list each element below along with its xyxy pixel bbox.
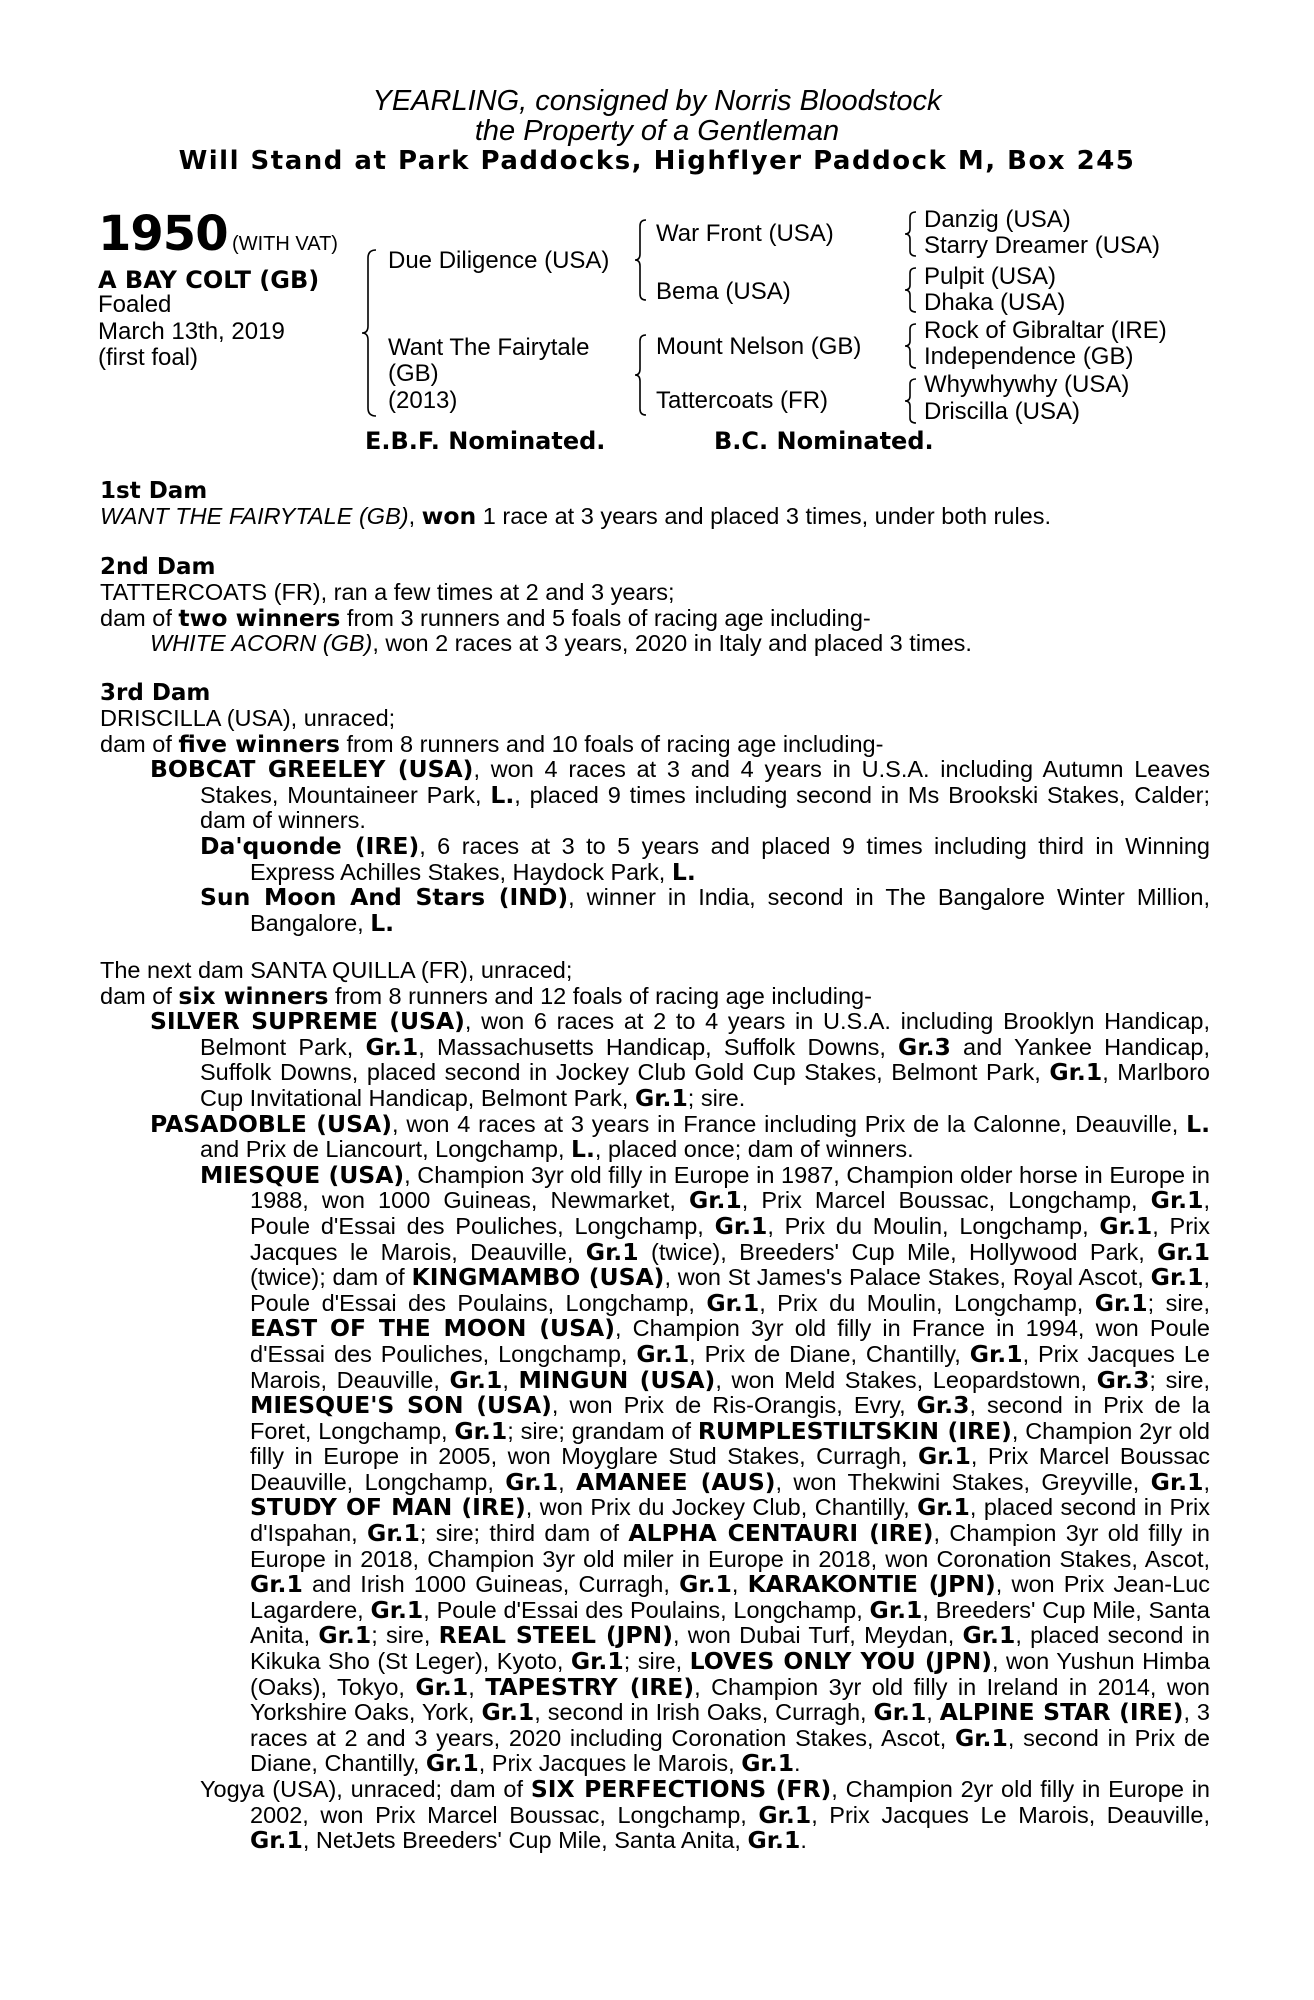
- third-dam-line1: DRISCILLA (USA), unraced;: [100, 705, 396, 731]
- lot-number: 1950: [98, 206, 228, 262]
- produce-yogya: Yogya (USA), unraced; dam of SIX PERFECTIONS (FR), Champion 2yr old filly in Europe in 2002, won Prix Marcel Boussac, Longchamp, Gr.1, Prix Jacques Le Marois, Deauville, Gr.1, NetJets Breeders' Cup Mile, Santa Anita, Gr.1.: [200, 1775, 1211, 1855]
- lot-header: [98, 208, 338, 260]
- first-dam-section: [100, 478, 1210, 530]
- pedigree-brace-1: [360, 248, 380, 418]
- foaled-date: March 13th, 2019: [98, 318, 285, 345]
- pedigree-ssd: Starry Dreamer (USA): [924, 232, 1161, 259]
- second-dam-line2: dam of two winners from 3 runners and 5 foals of racing age including-: [100, 603, 871, 632]
- pedigree-sss: Danzig (USA): [924, 206, 1071, 233]
- produce-silver-supreme: SILVER SUPREME (USA), won 6 races at 2 to 4 years in U.S.A. including Brooklyn Handicap, Belmont Park, Gr.1, Massachusetts Handicap, Suffolk Downs, Gr.3 and Yankee Handicap, Suffolk Downs, placed second in Jockey Club Gold Cup Stakes, Belmont Park, Gr.1, Marlboro Cup Invitational Handicap, Belmont Park, Gr.1; sire.: [150, 1007, 1210, 1112]
- pedigree-brace-3: [633, 333, 649, 417]
- ebf-nominated: E.B.F. Nominated.: [365, 427, 606, 455]
- pedigree-ddd: Driscilla (USA): [924, 398, 1080, 425]
- second-dam-line1: TATTERCOATS (FR), ran a few times at 2 and 3 years;: [100, 579, 675, 605]
- produce-miesque: MIESQUE (USA), Champion 3yr old filly in Europe in 1987, Champion older horse in Europe in 1988, won 1000 Guineas, Newmarket, Gr.1, Prix Marcel Boussac, Longchamp, Gr.1, Poule d'Essai des Pouliches, Longchamp, Gr.1, Prix du Moulin, Longchamp, Gr.1, Prix Jacques le Marois, Deauville, Gr.1 (twice), Breeders' Cup Mile, Hollywood Park, Gr.1 (twice); dam of KINGMAMBO (USA), won St James's Palace Stakes, Royal Ascot, Gr.1, Poule d'Essai des Poulains, Longchamp, Gr.1, Prix du Moulin, Longchamp, Gr.1; sire, EAST OF THE MOON (USA), Champion 3yr old filly in France in 1994, won Poule d'Essai des Pouliches, Longchamp, Gr.1, Prix de Diane, Chantilly, Gr.1, Prix Jacques Le Marois, Deauville, Gr.1, MINGUN (USA), won Meld Stakes, Leopardstown, Gr.3; sire, MIESQUE'S SON (USA), won Prix de Ris-Orangis, Evry, Gr.3, second in Prix de la Foret, Longchamp, Gr.1; sire; grandam of RUMPLESTILTSKIN (IRE), Champion 2yr old filly in Europe in 2005, won Moyglare Stud Stakes, Curragh, Gr.1, Prix Marcel Boussac Deauville, Longchamp, Gr.1, AMANEE (AUS), won Thekwini Stakes, Greyville, Gr.1, STUDY OF MAN (IRE), won Prix du Jockey Club, Chantilly, Gr.1, placed second in Prix d'Ispahan, Gr.1; sire; third dam of ALPHA CENTAURI (IRE), Champion 3yr old filly in Europe in 2018, Champion 3yr old miler in Europe in 2018, won Coronation Stakes, Ascot, Gr.1 and Irish 1000 Guineas, Curragh, Gr.1, KARAKONTIE (JPN), won Prix Jean-Luc Lagardere, Gr.1, Poule d'Essai des Poulains, Longchamp, Gr.1, Breeders' Cup Mile, Santa Anita, Gr.1; sire, REAL STEEL (JPN), won Dubai Turf, Meydan, Gr.1, placed second in Kikuka Sho (St Leger), Kyoto, Gr.1; sire, LOVES ONLY YOU (JPN), won Yushun Himba (Oaks), Tokyo, Gr.1, TAPESTRY (IRE), Champion 3yr old filly in Ireland in 2014, won Yorkshire Oaks, York, Gr.1, second in Irish Oaks, Curragh, Gr.1, ALPINE STAR (IRE), 3 races at 2 and 3 years, 2020 including Coronation Stakes, Ascot, Gr.1, second in Prix de Diane, Chantilly, Gr.1, Prix Jacques le Marois, Gr.1.: [200, 1160, 1211, 1778]
- fourth-dam-line2: dam of six winners from 8 runners and 12 foals of racing age including-: [100, 981, 872, 1010]
- vat-note: (WITH VAT): [232, 233, 338, 255]
- third-dam-section: [100, 680, 1210, 936]
- consignor-line: YEARLING, consigned by Norris Bloodstock: [372, 85, 942, 117]
- first-dam-won: won: [421, 502, 477, 530]
- pedigree-dss: Rock of Gibraltar (IRE): [924, 317, 1167, 344]
- pedigree-dam-line2: (GB): [388, 360, 439, 387]
- pedigree-brace-5: [903, 266, 919, 314]
- foal-note: (first foal): [98, 344, 199, 371]
- pedigree-sdd: Dhaka (USA): [924, 289, 1066, 316]
- pedigree-brace-4: [903, 210, 919, 258]
- pedigree-dam-line3: (2013): [388, 387, 458, 414]
- pedigree-sire-dam: Bema (USA): [656, 278, 791, 305]
- produce-pasadoble: PASADOBLE (USA), won 4 races at 3 years in France including Prix de la Calonne, Deauville, L. and Prix de Liancourt, Longchamp, L., placed once; dam of winners.: [150, 1109, 1210, 1164]
- fourth-dam-section: [100, 958, 1210, 1854]
- bc-nominated: B.C. Nominated.: [714, 427, 934, 455]
- pedigree-dds: Whywhywhy (USA): [924, 371, 1130, 398]
- third-dam-line2: dam of five winners from 8 runners and 10 foals of racing age including-: [100, 729, 884, 758]
- pedigree-sds: Pulpit (USA): [924, 263, 1057, 290]
- fourth-dam-line1: The next dam SANTA QUILLA (FR), unraced;: [100, 957, 573, 983]
- pedigree-dsd: Independence (GB): [924, 343, 1134, 370]
- pedigree-dam-sire: Mount Nelson (GB): [656, 333, 862, 360]
- third-dam-heading: 3rd Dam: [100, 680, 211, 706]
- lot-name: A BAY COLT (GB): [98, 266, 320, 294]
- pedigree-brace-6: [903, 322, 919, 370]
- property-line: the Property of a Gentleman: [474, 115, 840, 147]
- pedigree-dam-line1: Want The Fairytale: [388, 334, 590, 361]
- second-dam-produce: WHITE ACORN (GB), won 2 races at 3 years, 2020 in Italy and placed 3 times.: [150, 630, 972, 657]
- pedigree-brace-7: [903, 377, 919, 425]
- first-dam-rest: 1 race at 3 years and placed 3 times, under both rules.: [476, 503, 1052, 529]
- pedigree-brace-2: [633, 218, 649, 302]
- first-dam-name: WANT THE FAIRYTALE (GB): [100, 503, 409, 529]
- pedigree-dam-dam: Tattercoats (FR): [656, 387, 829, 414]
- produce-bobcat-greeley: BOBCAT GREELEY (USA), won 4 races at 3 and 4 years in U.S.A. including Autumn Leaves Stakes, Mountaineer Park, L., placed 9 times including second in Ms Brookski Stakes, Calder; dam of winners.: [150, 755, 1211, 834]
- foaled-label: Foaled: [98, 291, 172, 318]
- pedigree-sire-sire: War Front (USA): [656, 220, 834, 247]
- produce-daquonde: Da'quonde (IRE), 6 races at 3 to 5 years and placed 9 times including third in Winning Express Achilles Stakes, Haydock Park, L.: [200, 831, 1210, 886]
- produce-sun-moon-and-stars: Sun Moon And Stars (IND), winner in India, second in The Bangalore Winter Million, Bangalore, L.: [200, 883, 1210, 937]
- pedigree-sire: Due Diligence (USA): [388, 247, 610, 274]
- second-dam-heading: 2nd Dam: [100, 554, 216, 580]
- second-dam-section: [100, 554, 1210, 657]
- first-dam-heading: 1st Dam: [100, 478, 208, 504]
- first-dam-record: WANT THE FAIRYTALE (GB), won 1 race at 3 years and placed 3 times, under both rules.: [100, 502, 1052, 530]
- stabling-line: Will Stand at Park Paddocks, Highflyer Paddock M, Box 245: [178, 146, 1136, 176]
